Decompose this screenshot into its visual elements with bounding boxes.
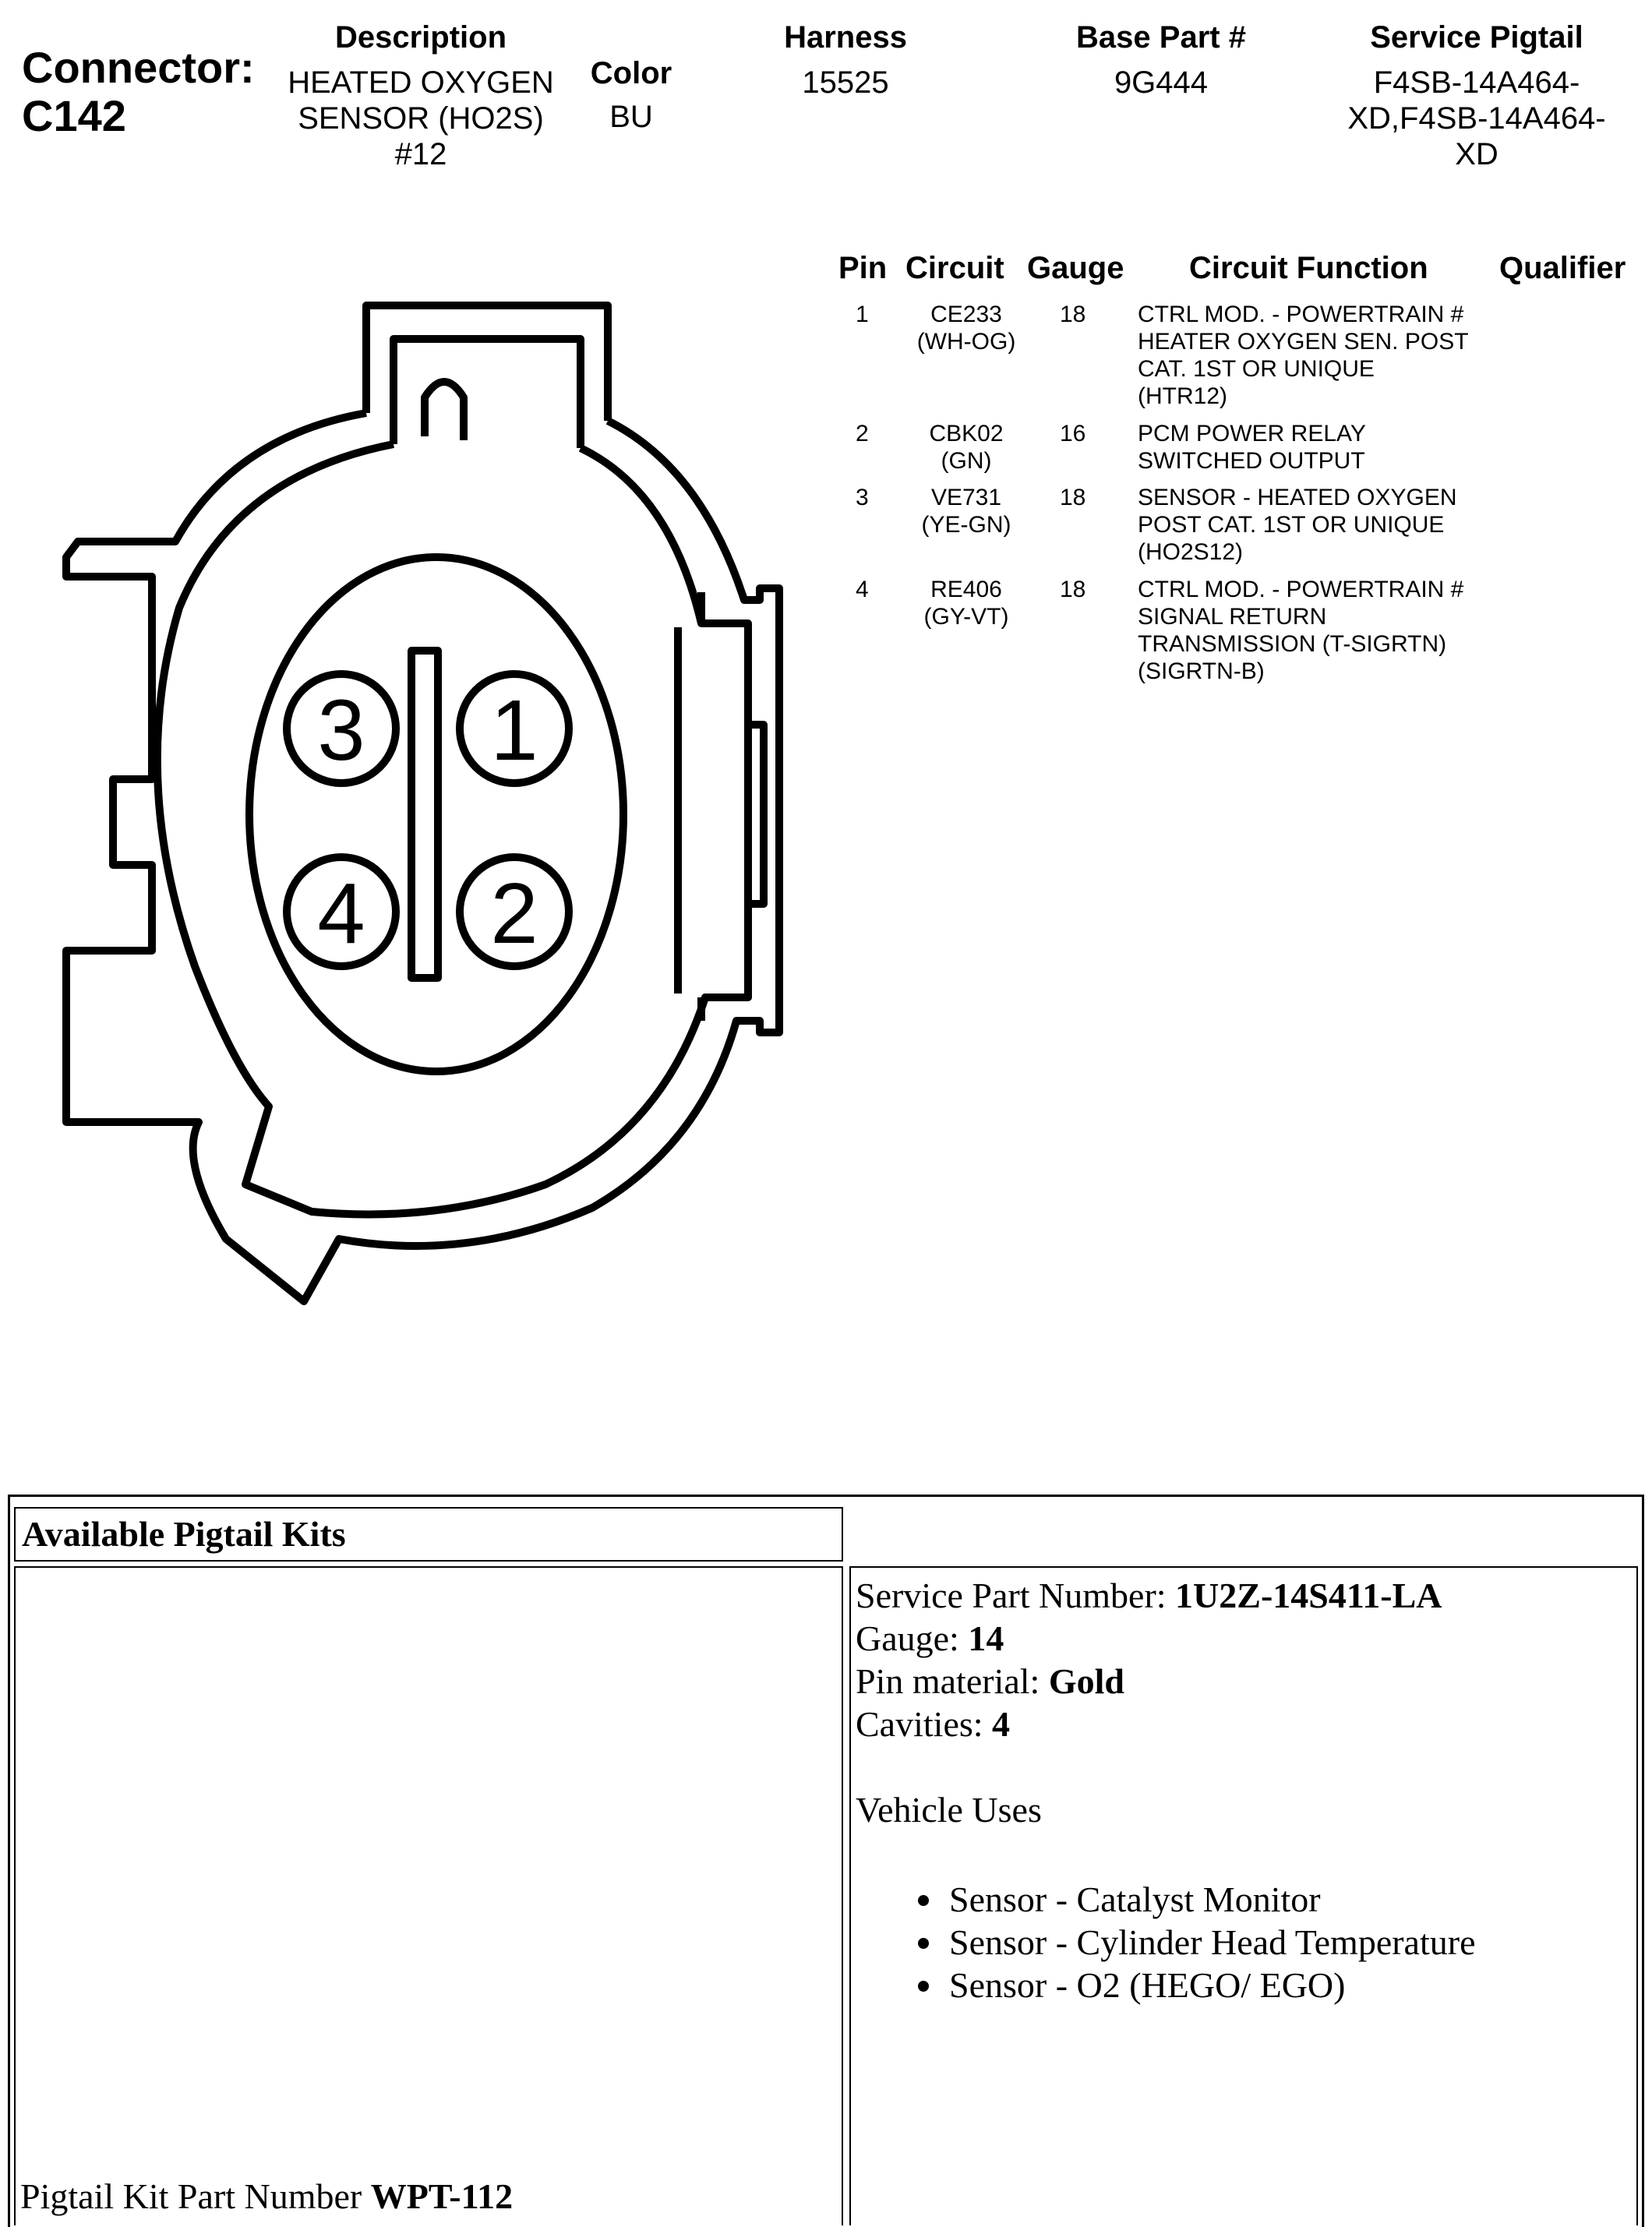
list-item: Sensor - O2 (HEGO/ EGO) xyxy=(910,1964,1636,2006)
connector-diagram xyxy=(0,281,810,1340)
table-row: 2 CBK02 (GN) 16 PCM POWER RELAY SWITCHED OUTPUT xyxy=(856,421,1366,474)
base-part-value: 9G444 xyxy=(1114,65,1209,100)
pin-table-header xyxy=(826,251,1644,295)
description-label: Description xyxy=(334,20,507,55)
vehicle-uses-list xyxy=(910,1878,1636,2006)
service-pigtail-label: Service Pigtail xyxy=(1370,20,1583,55)
pin-material: Pin material: Gold xyxy=(856,1661,1124,1701)
connector-label: Connector: xyxy=(22,43,255,92)
list-item: Sensor - Catalyst Monitor xyxy=(910,1878,1636,1921)
pigtail-title-cell xyxy=(14,1507,843,1562)
base-part-column xyxy=(1044,20,1278,101)
vehicle-uses-label: Vehicle Uses xyxy=(856,1790,1042,1830)
connector-id: C142 xyxy=(22,91,126,140)
cavities: Cavities: 4 xyxy=(856,1704,1011,1744)
header-function: Circuit Function xyxy=(1189,251,1428,285)
kit-gauge: Gauge: 14 xyxy=(856,1618,1004,1658)
service-part-number: Service Part Number: 1U2Z-14S411-LA xyxy=(856,1576,1442,1615)
pigtail-image-cell xyxy=(14,1566,843,2225)
harness-column xyxy=(748,20,943,101)
table-row: 4 RE406 (GY-VT) 18 CTRL MOD. - POWERTRAIN # SIGNAL RETURN TRANSMISSION (T-SIGRTN) (SIGRTN-B) xyxy=(856,577,1464,684)
color-column xyxy=(569,56,694,135)
base-part-label: Base Part # xyxy=(1076,20,1246,55)
color-value: BU xyxy=(609,100,653,134)
pin-4-number: 4 xyxy=(317,866,365,962)
pin-table xyxy=(826,251,1644,693)
connector-title xyxy=(22,44,255,140)
service-pigtail-column xyxy=(1317,20,1636,172)
harness-label: Harness xyxy=(784,20,907,55)
pin-3-number: 3 xyxy=(317,683,365,778)
color-label: Color xyxy=(590,56,672,90)
service-pigtail-value: F4SB-14A464- XD,F4SB-14A464- XD xyxy=(1347,65,1606,171)
header-circuit: Circuit xyxy=(905,251,1004,285)
table-row: 3 VE731 (YE-GN) 18 SENSOR - HEATED OXYGEN POST CAT. 1ST OR UNIQUE (HO2S12) xyxy=(856,485,1457,565)
description-column xyxy=(265,20,577,172)
pin-1-number: 1 xyxy=(490,683,538,778)
pigtail-title: Available Pigtail Kits xyxy=(22,1514,346,1554)
header-pin: Pin xyxy=(838,251,888,285)
connector-housing xyxy=(66,305,779,1301)
pigtail-details-cell xyxy=(849,1566,1638,2225)
harness-value: 15525 xyxy=(802,65,889,100)
pin-2-number: 2 xyxy=(490,866,538,962)
header-gauge: Gauge xyxy=(1027,251,1124,285)
list-item: Sensor - Cylinder Head Temperature xyxy=(910,1921,1636,1964)
table-row: 1 CE233 (WH-OG) 18 CTRL MOD. - POWERTRAIN # HEATER OXYGEN SEN. POST CAT. 1ST OR UNIQUE (HTR12) xyxy=(856,302,1469,409)
description-value: HEATED OXYGEN SENSOR (HO2S) #12 xyxy=(288,65,554,171)
header-qualifier: Qualifier xyxy=(1499,251,1626,285)
kit-part-number: Pigtail Kit Part Number WPT-112 xyxy=(20,2176,514,2216)
